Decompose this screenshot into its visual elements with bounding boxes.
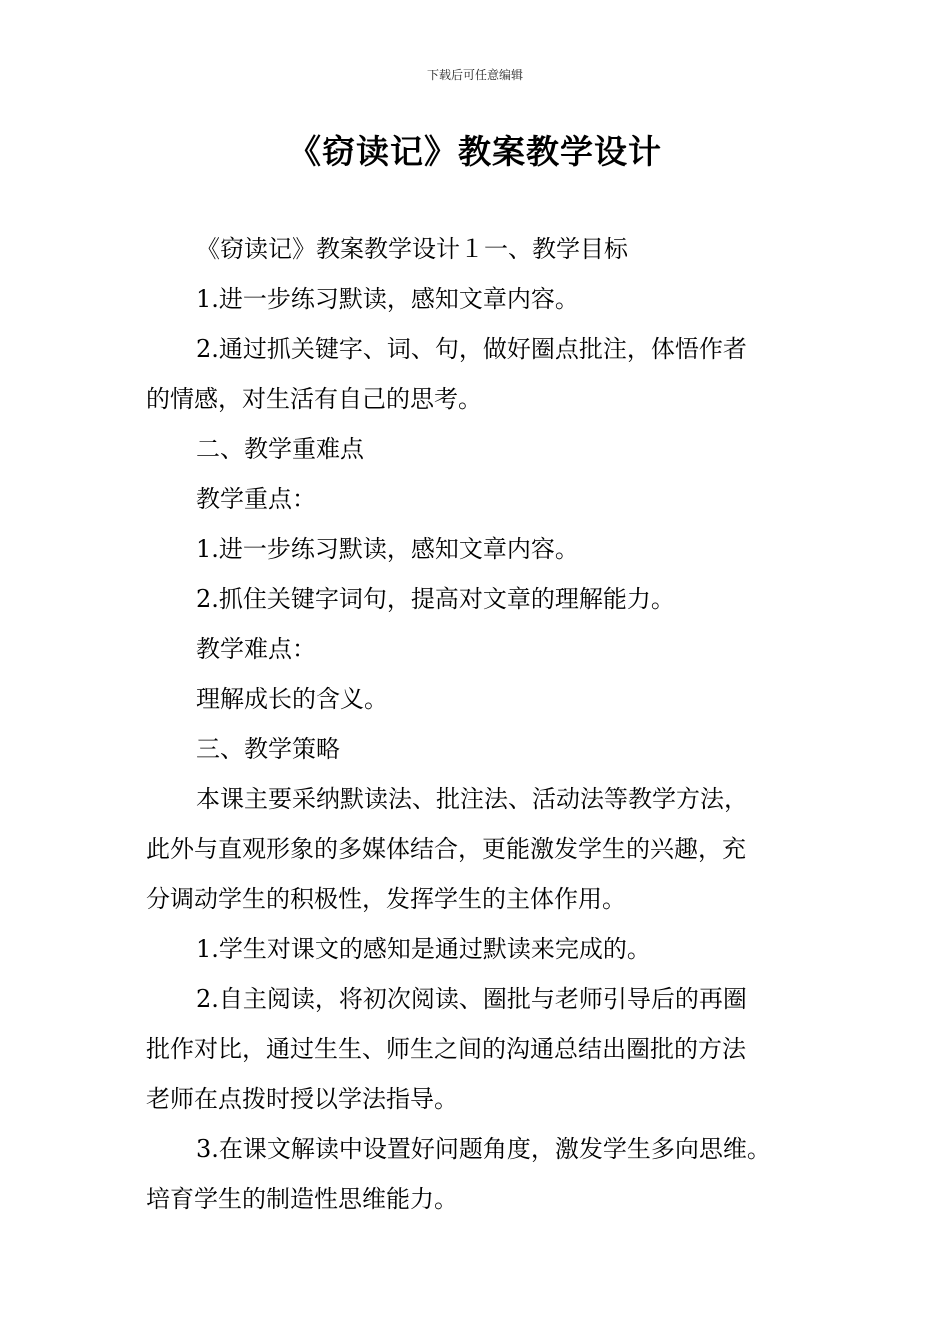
text-line: 1.进一步练习默读，感知文章内容。 xyxy=(196,285,579,313)
text-line: 3.在课文解读中设置好问题角度，激发学生多向思维。 xyxy=(196,1135,771,1163)
text-line: 2.自主阅读，将初次阅读、圈批与老师引导后的再圈 xyxy=(196,985,747,1013)
text-line: 理解成长的含义。 xyxy=(196,685,388,713)
text-line: 1.学生对课文的感知是通过默读来完成的。 xyxy=(196,935,651,963)
text-line: 此外与直观形象的多媒体结合，更能激发学生的兴趣，充 xyxy=(146,835,746,863)
header-note: 下载后可任意编辑 xyxy=(426,68,523,82)
text-line: 的情感，对生活有自己的思考。 xyxy=(146,385,482,413)
text-line: 2.通过抓关键字、词、句，做好圈点批注，体悟作者 xyxy=(196,335,747,363)
text-line: 三、教学策略 xyxy=(196,735,340,763)
text-line: 培育学生的制造性思维能力。 xyxy=(146,1185,458,1213)
text-line: 本课主要采纳默读法、批注法、活动法等教学方法， xyxy=(196,785,748,813)
text-line: 二、教学重难点 xyxy=(196,435,364,463)
document-title: 《窃读记》教案教学设计 xyxy=(288,132,662,171)
text-line: 教学难点： xyxy=(196,635,316,663)
document-body xyxy=(146,224,826,1224)
text-line: 1.进一步练习默读，感知文章内容。 xyxy=(196,535,579,563)
text-line: 教学重点： xyxy=(196,485,316,513)
text-line: 《窃读记》教案教学设计１一、教学目标 xyxy=(196,235,628,263)
text-line: 分调动学生的积极性，发挥学生的主体作用。 xyxy=(146,885,626,913)
text-line: 老师在点拨时授以学法指导。 xyxy=(146,1085,458,1113)
text-line: 批作对比，通过生生、师生之间的沟通总结出圈批的方法 xyxy=(146,1035,746,1063)
text-line: 2.抓住关键字词句，提高对文章的理解能力。 xyxy=(196,585,675,613)
